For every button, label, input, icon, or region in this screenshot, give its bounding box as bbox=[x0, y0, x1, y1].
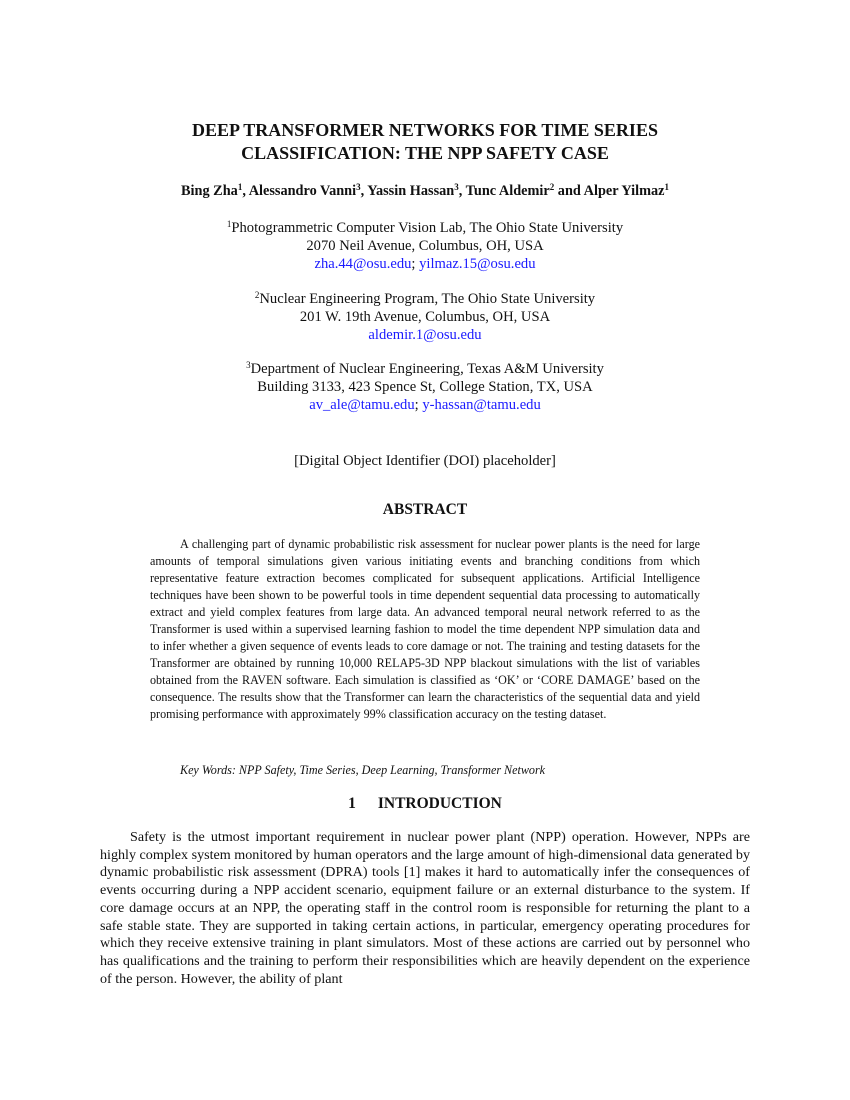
author-affiliation-number: 3 bbox=[356, 182, 361, 192]
author-affiliation-number: 3 bbox=[454, 182, 459, 192]
author-affiliation-number: 2 bbox=[549, 182, 555, 192]
email-link[interactable]: yilmaz.15@osu.edu bbox=[419, 256, 536, 272]
title-line-2: CLASSIFICATION: THE NPP SAFETY CASE bbox=[241, 143, 609, 163]
abstract-heading: ABSTRACT bbox=[382, 501, 468, 518]
email-link[interactable]: av_ale@tamu.edu bbox=[309, 397, 415, 413]
author-name: Alessandro Vanni bbox=[248, 183, 357, 199]
doi-placeholder: [Digital Object Identifier (DOI) placeholder] bbox=[294, 453, 556, 469]
affiliation-address: 201 W. 19th Avenue, Columbus, OH, USA bbox=[299, 309, 551, 325]
affiliation-name: Nuclear Engineering Program, The Ohio State University bbox=[259, 291, 596, 307]
author-name: Bing Zha bbox=[180, 183, 238, 199]
author-list bbox=[60, 182, 790, 200]
section-heading bbox=[100, 795, 750, 813]
affiliation-2 bbox=[100, 290, 750, 344]
abstract-text: A challenging part of dynamic probabilistic risk assessment for nuclear power plants is the need for large amounts of temporal simulations given various initiating events and branching conditions from which representative feature extraction becomes complicated for subsequent applications. Artificial Intelligence techniques have been shown to be powerful tools in time dependent sequential data processing to automatically extract and yield complex features from large data. An advanced temporal neural network referred to as the Transformer is used within a supervised learning fashion to model the time dependent NPP simulation data and to infer whether a given sequence of events leads to core damage or not. The training and testing datasets for the Transformer are obtained by running 10,000 RELAP5-3D NPP blackout simulations with the list of variables obtained from the RAVEN software. Each simulation is classified as ‘OK’ or ‘CORE DAMAGE’ based on the consequence. The results show that the Transformer can learn the characteristics of the sequential data and yield promising performance with approximately 99% classification accuracy on the testing dataset. bbox=[150, 537, 700, 722]
introduction-paragraph: Safety is the utmost important requirement in nuclear power plant (NPP) operation. However, NPPs are highly complex system monitored by human operators and the large amount of high-dimensional data generated by dynamic probabilistic risk assessment (DPRA) tools [1] makes it hard to automatically infer the consequences of events occurring during a NPP accident scenario, equipment failure or an external disturbance to the system. If core damage occurs at an NPP, the operating staff in the control room is responsible for returning the plant to a safe stable state. They are supported in taking certain actions, in particular, emergency operating procedures for which they receive extensive training in plant simulators. Most of these actions are carried out by personnel who has qualifications and the training to perform their responsibilities which are heavily dependent on the experience of the person. However, the ability of plant bbox=[100, 829, 750, 987]
affiliation-3 bbox=[100, 360, 750, 414]
keywords: Key Words: NPP Safety, Time Series, Deep Learning, Transformer Network bbox=[180, 763, 546, 777]
affiliation-number: 3 bbox=[246, 360, 251, 370]
author-separator: , bbox=[360, 183, 368, 199]
email-separator: ; bbox=[411, 256, 420, 272]
affiliation-number: 2 bbox=[254, 290, 260, 300]
email-link[interactable]: y-hassan@tamu.edu bbox=[422, 397, 541, 413]
email-separator: ; bbox=[414, 397, 423, 413]
author-separator: , bbox=[458, 183, 466, 199]
affiliation-address: 2070 Neil Avenue, Columbus, OH, USA bbox=[306, 238, 544, 254]
author-affiliation-number: 1 bbox=[664, 182, 670, 192]
paper-title bbox=[100, 119, 750, 165]
author-name: Alper Yilmaz bbox=[583, 183, 665, 199]
author-separator: , bbox=[242, 183, 249, 199]
affiliation-name: Department of Nuclear Engineering, Texas A&M University bbox=[250, 361, 604, 377]
section-title: INTRODUCTION bbox=[377, 795, 502, 812]
author-name: Tunc Aldemir bbox=[465, 183, 550, 199]
affiliation-name: Photogrammetric Computer Vision Lab, The Ohio State University bbox=[231, 220, 624, 236]
email-link[interactable]: aldemir.1@osu.edu bbox=[368, 327, 482, 343]
author-affiliation-number: 1 bbox=[237, 182, 243, 192]
affiliation-1 bbox=[100, 219, 750, 273]
section-number: 1 bbox=[348, 795, 356, 812]
email-link[interactable]: zha.44@osu.edu bbox=[314, 256, 412, 272]
title-line-1: DEEP TRANSFORMER NETWORKS FOR TIME SERIES bbox=[192, 120, 658, 140]
affiliation-number: 1 bbox=[226, 219, 232, 229]
author-name: Yassin Hassan bbox=[367, 183, 455, 199]
affiliation-address: Building 3133, 423 Spence St, College Station, TX, USA bbox=[257, 379, 593, 395]
author-separator: and bbox=[554, 183, 584, 199]
